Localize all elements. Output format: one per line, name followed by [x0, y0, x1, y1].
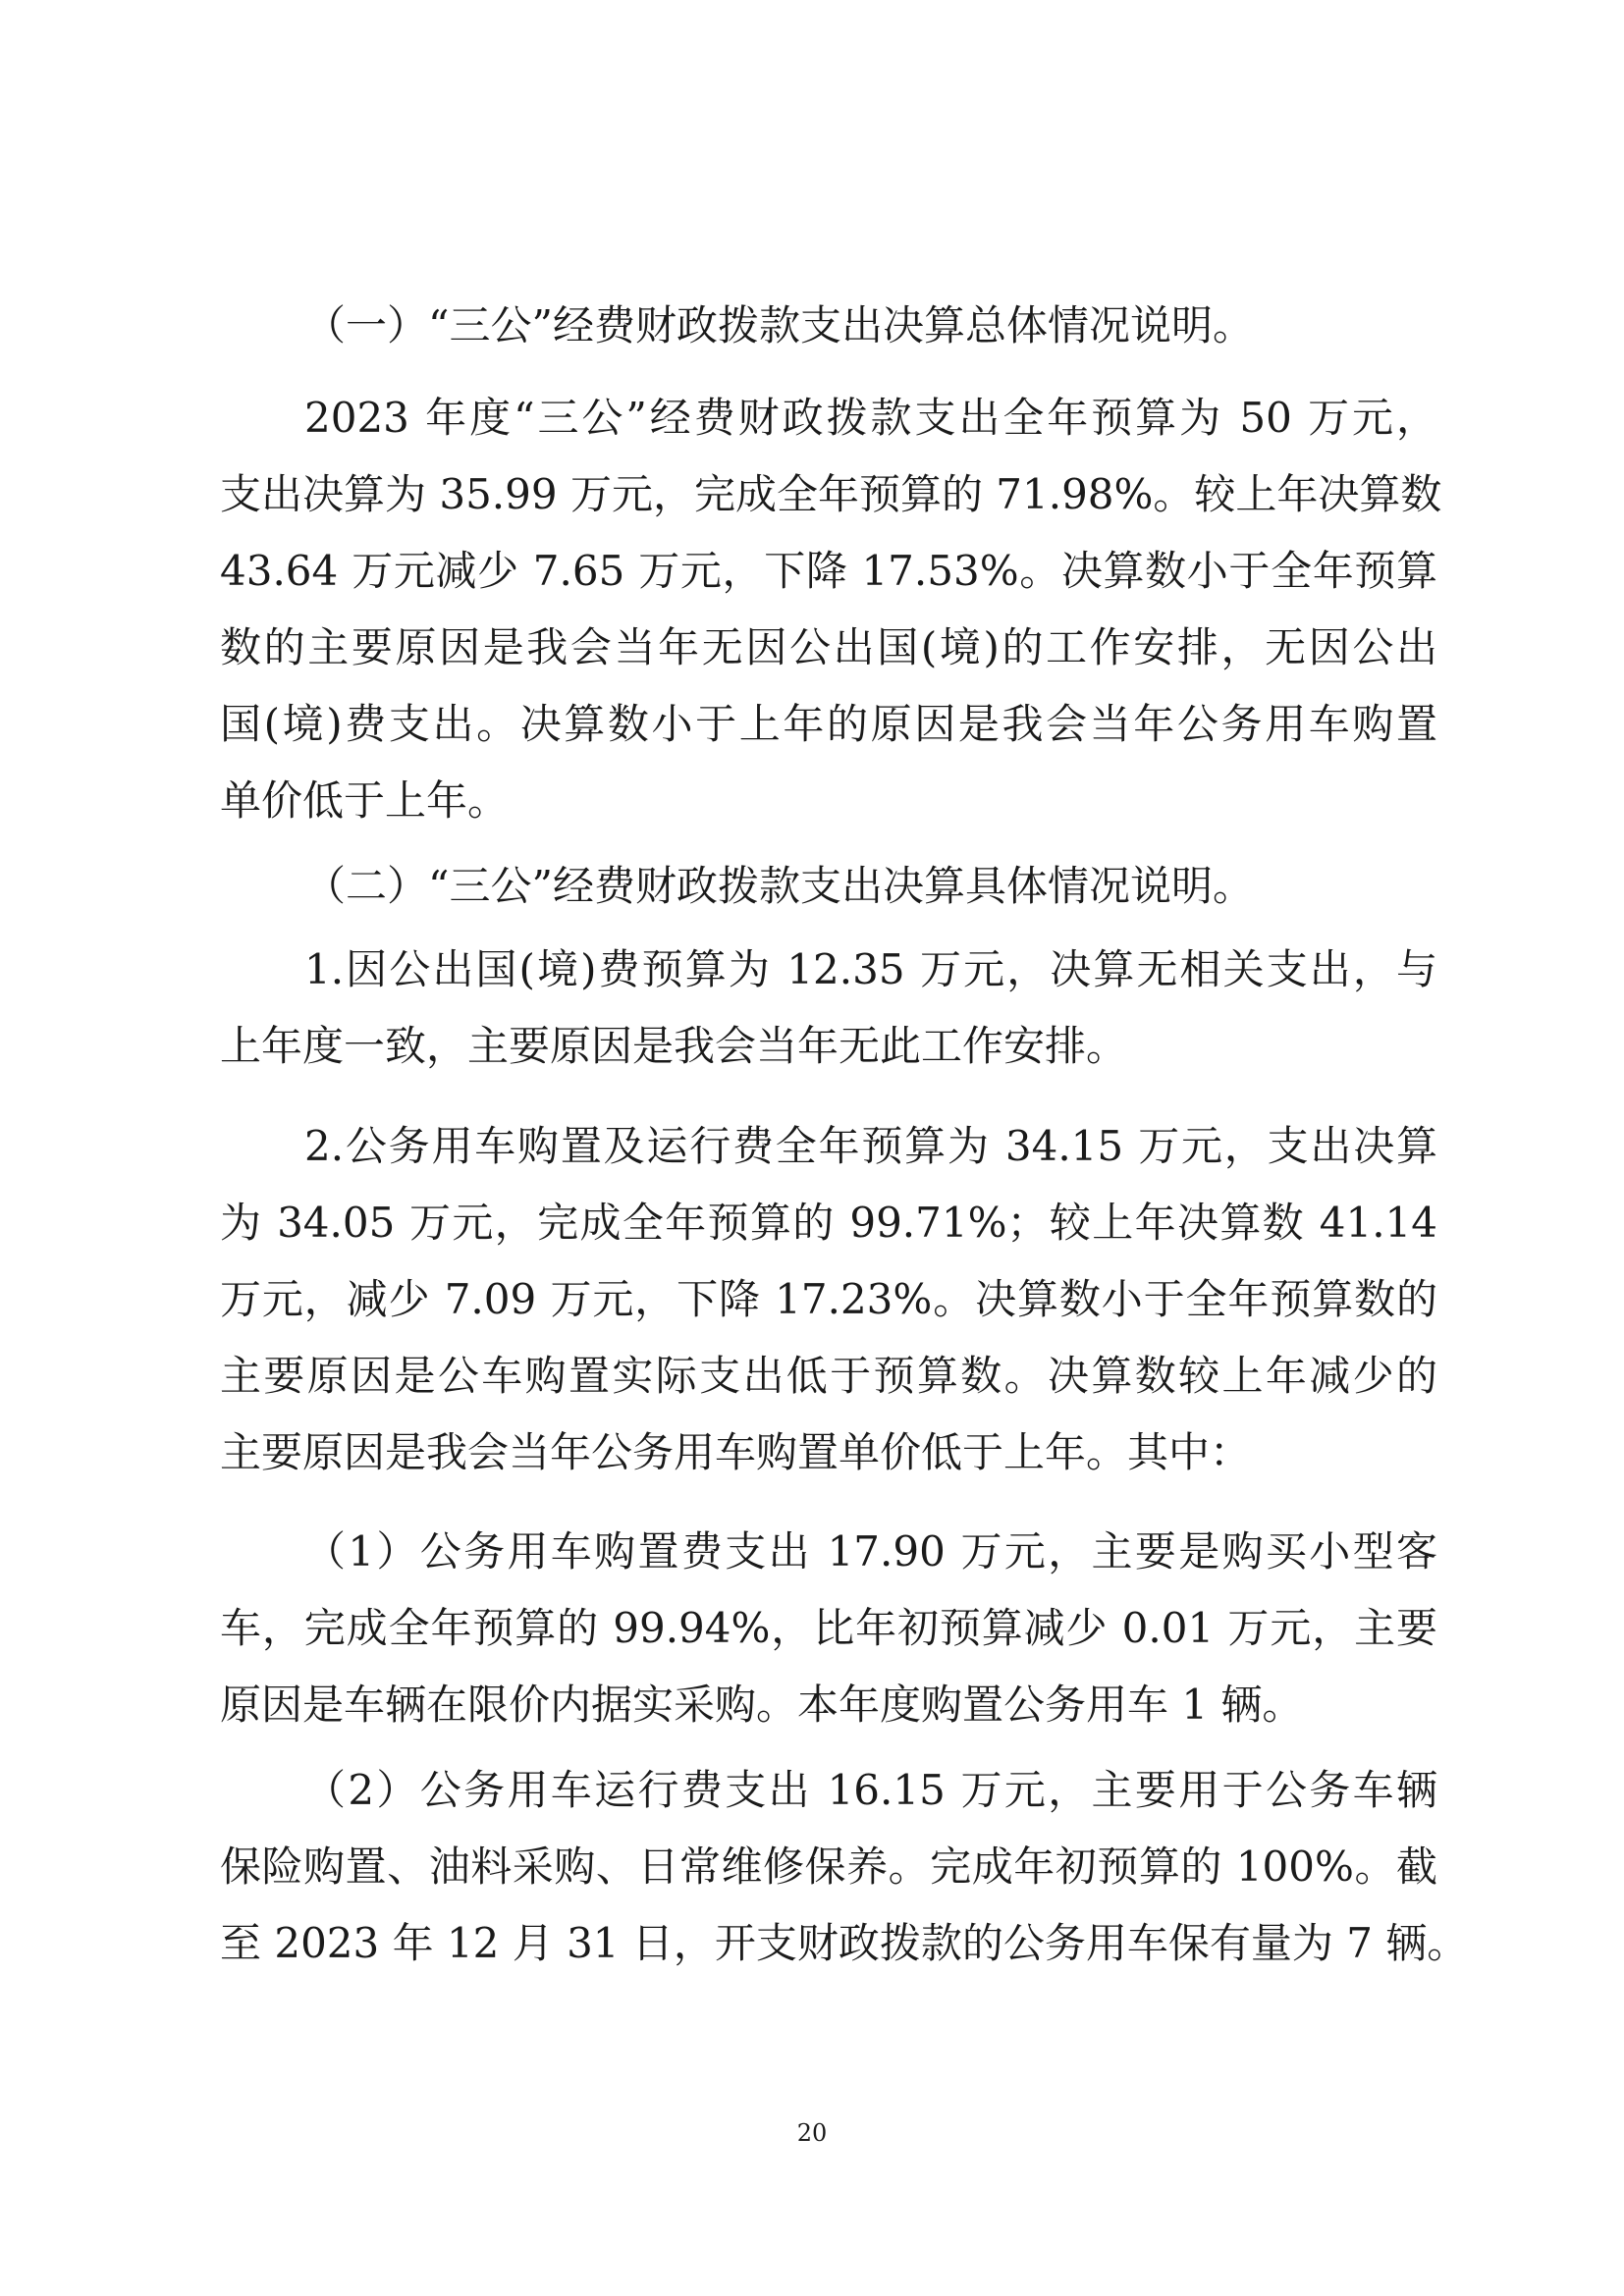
paragraph-3-line-1: 2.公务用车购置及运行费全年预算为 34.15 万元，支出决算: [304, 1122, 1437, 1170]
paragraph-1-line-4: 数的主要原因是我会当年无因公出国(境)的工作安排，无因公出: [220, 623, 1437, 671]
paragraph-4-line-3: 原因是车辆在限价内据实采购。本年度购置公务用车 1 辆。: [220, 1681, 1304, 1729]
paragraph-5-line-2: 保险购置、油料采购、日常维修保养。完成年初预算的 100%。截: [220, 1842, 1437, 1891]
paragraph-3-line-3: 万元，减少 7.09 万元，下降 17.23%。决算数小于全年预算数的: [220, 1275, 1437, 1323]
paragraph-5-line-3: 至 2023 年 12 月 31 日，开支财政拨款的公务用车保有量为 7 辆。: [220, 1919, 1469, 1967]
paragraph-2-line-2: 上年度一致，主要原因是我会当年无此工作安排。: [220, 1022, 1128, 1070]
paragraph-5-line-1: （2）公务用车运行费支出 16.15 万元，主要用于公务车辆: [304, 1766, 1437, 1814]
paragraph-3-line-4: 主要原因是公车购置实际支出低于预算数。决算数较上年减少的: [220, 1352, 1437, 1400]
paragraph-1-line-1: 2023 年度“三公”经费财政拨款支出全年预算为 50 万元，: [304, 394, 1437, 442]
section-heading-1: （一）“三公”经费财政拨款支出决算总体情况说明。: [304, 301, 1254, 349]
paragraph-4-line-1: （1）公务用车购置费支出 17.90 万元，主要是购买小型客: [304, 1527, 1437, 1575]
paragraph-1-line-6: 单价低于上年。: [220, 776, 510, 825]
paragraph-2-line-1: 1.因公出国(境)费预算为 12.35 万元，决算无相关支出，与: [304, 945, 1437, 993]
paragraph-1-line-3: 43.64 万元减少 7.65 万元，下降 17.53%。决算数小于全年预算: [220, 547, 1437, 595]
page-number: 20: [796, 2119, 828, 2147]
section-heading-2: （二）“三公”经费财政拨款支出决算具体情况说明。: [304, 862, 1254, 910]
paragraph-4-line-2: 车，完成全年预算的 99.94%，比年初预算减少 0.01 万元，主要: [220, 1604, 1437, 1652]
paragraph-3-line-2: 为 34.05 万元，完成全年预算的 99.71%；较上年决算数 41.14: [220, 1199, 1437, 1247]
paragraph-3-line-5: 主要原因是我会当年公务用车购置单价低于上年。其中：: [220, 1428, 1252, 1476]
paragraph-1-line-2: 支出决算为 35.99 万元，完成全年预算的 71.98%。较上年决算数: [220, 470, 1442, 518]
paragraph-1-line-5: 国(境)费支出。决算数小于上年的原因是我会当年公务用车购置: [220, 700, 1437, 748]
